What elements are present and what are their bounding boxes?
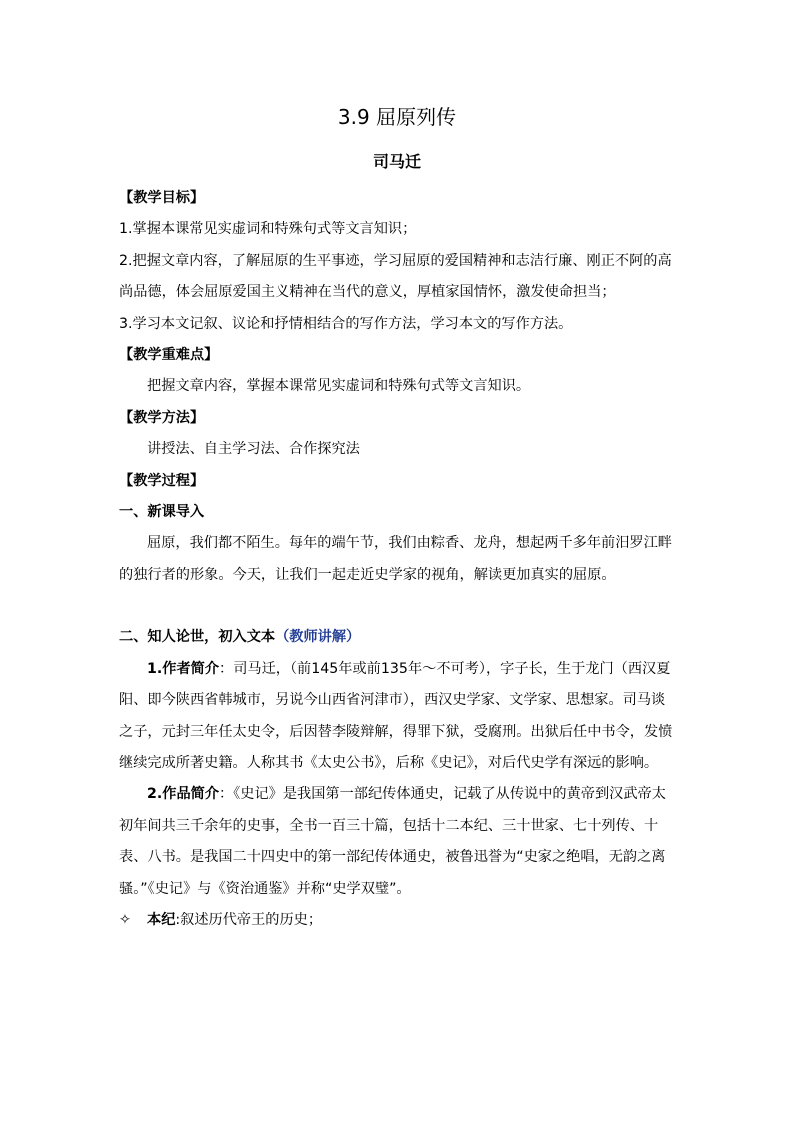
blank-line <box>119 591 679 622</box>
methods-heading: 【教学方法】 <box>119 409 205 426</box>
objective-item: 2.把握文章内容，了解屈原的生平事迹，学习屈原的爱国精神和志洁行廉、刚正不阿的高尚品德，体会屈原爱国主义精神在当代的意义，厚植家国情怀，激发使命担当； <box>119 252 672 301</box>
document-body <box>119 183 679 936</box>
author-intro-text: ：司马迁，（前145年或前135年～不可考），字子长，生于龙门（西汉夏阳、即今陕西省韩城市，另说今山西省河津市），西汉史学家、文学家、思想家。司马谈之子，元封三年任太史令，后因替李陵辩解，得罪下狱，受腐刑。出狱后任中书令，发愤继续完成所著史籍。人称其书《太史公书》，后称《史记》，对后代史学有深远的影响。 <box>119 660 673 771</box>
work-intro-paragraph <box>119 779 679 905</box>
section1-heading: 一、新课导入 <box>119 504 205 521</box>
key-points-text: 把握文章内容，掌握本课常见实虚词和特殊句式等文言知识。 <box>147 378 531 395</box>
section2-note: （教师讲解） <box>275 629 361 646</box>
document-author: 司马迁 <box>372 152 421 171</box>
author-intro-paragraph <box>119 654 679 780</box>
bullet-text: :叙述历代帝王的历史； <box>175 911 323 928</box>
section2-heading-line <box>119 622 679 653</box>
bullet-item <box>119 905 679 936</box>
document-title: 3.9 屈原列传 <box>337 105 457 129</box>
process-heading: 【教学过程】 <box>119 472 205 489</box>
work-intro-label: 2.作品简介 <box>147 786 220 803</box>
diamond-bullet-icon: ✧ <box>119 911 131 928</box>
section1-text: 屈原，我们都不陌生。每年的端午节，我们由粽香、龙舟，想起两千多年前汨罗江畔的独行者的形象。今天，让我们一起走近史学家的视角，解读更加真实的屈原。 <box>119 535 672 583</box>
author-intro-label: 1.作者简介 <box>147 660 220 677</box>
objective-item: 3.学习本文记叙、议论和抒情相结合的写作方法，学习本文的写作方法。 <box>119 315 573 332</box>
objective-item: 1.掌握本课常见实虚词和特殊句式等文言知识； <box>119 221 417 238</box>
objectives-heading: 【教学目标】 <box>119 190 205 206</box>
work-intro-text: ：《史记》是我国第一部纪传体通史，记载了从传说中的黄帝到汉武帝太初年间共三千余年的史事，全书一百三十篇，包括十二本纪、三十世家、七十列传、十表、八书。是我国二十四史中的第一部纪传体通史，被鲁迅誉为“史家之绝唱，无韵之离骚。”《史记》与《资治通鉴》并称“史学双璧”。 <box>119 786 666 897</box>
key-points-heading: 【教学重难点】 <box>119 347 219 364</box>
bullet-label: 本纪 <box>147 911 176 928</box>
section2-heading: 二、知人论世，初入文本 <box>119 629 276 646</box>
methods-text: 讲授法、自主学习法、合作探究法 <box>147 441 360 458</box>
